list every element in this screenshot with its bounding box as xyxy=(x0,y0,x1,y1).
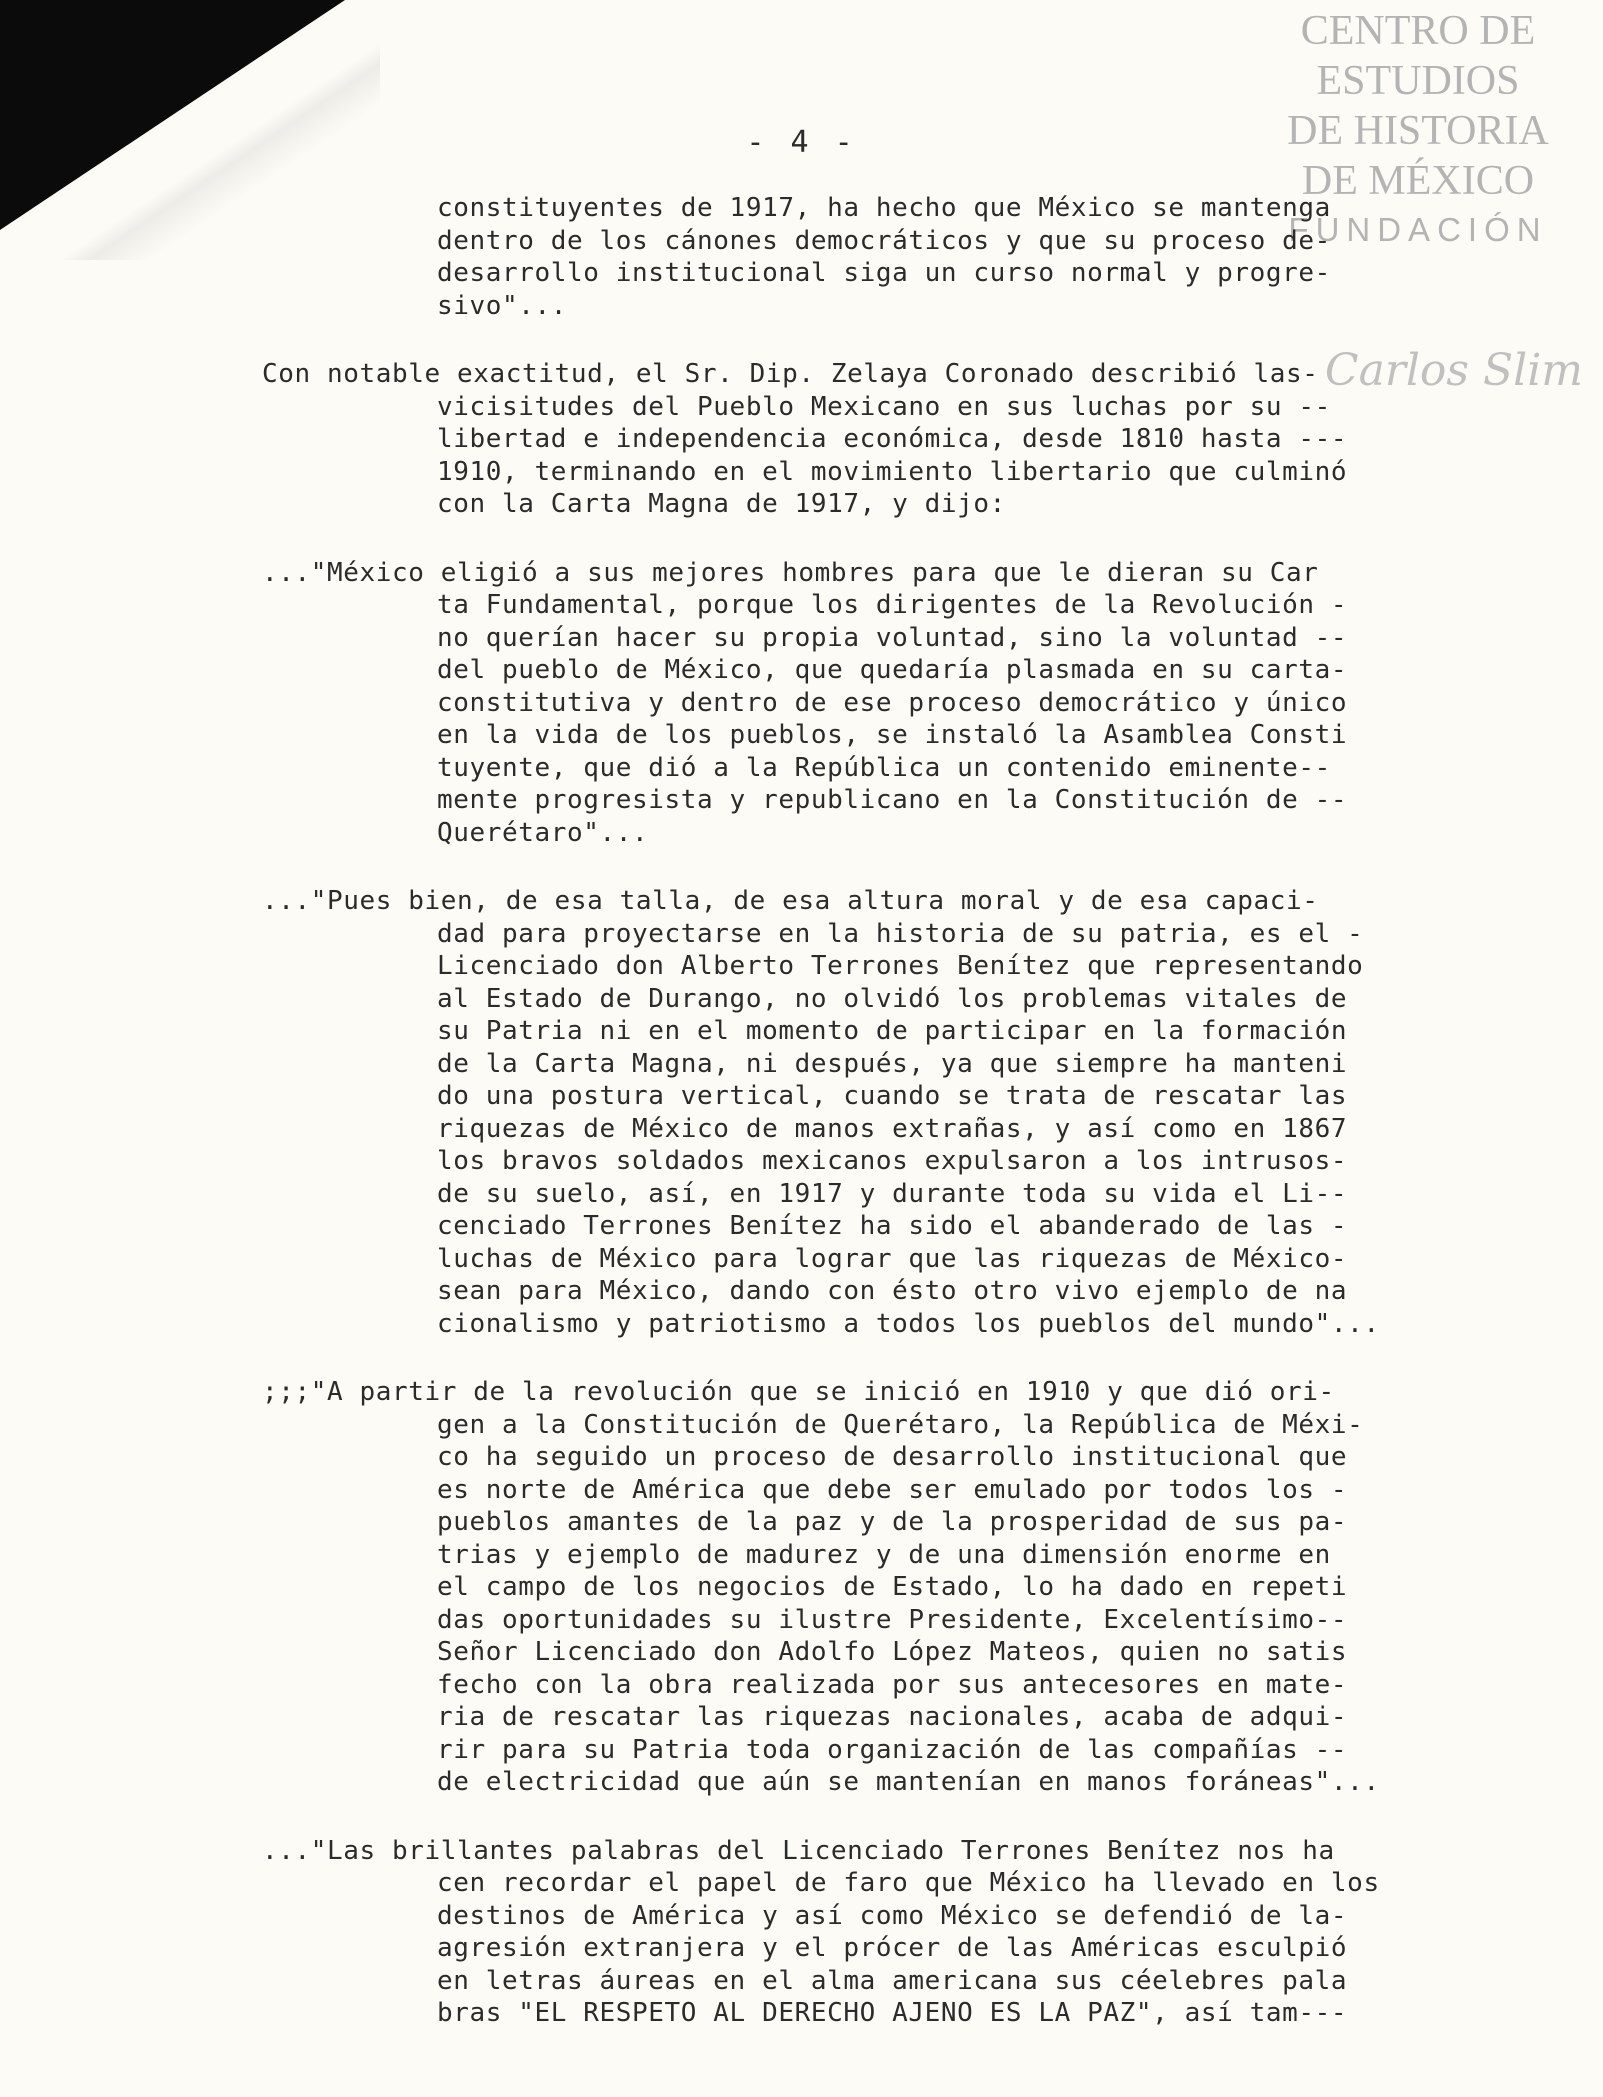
text-line: los bravos soldados mexicanos expulsaron a los intrusos- xyxy=(437,1146,1348,1176)
text-line: pueblos amantes de la paz y de la prosperidad de sus pa- xyxy=(437,1507,1348,1537)
text-line: ria de rescatar las riquezas nacionales, acaba de adqui- xyxy=(437,1702,1348,1732)
text-line: desarrollo institucional siga un curso normal y progre- xyxy=(437,258,1331,288)
text-line: luchas de México para lograr que las riquezas de México- xyxy=(437,1243,1348,1274)
text-line: en la vida de los pueblos, se instaló la Asamblea Consti xyxy=(437,720,1348,750)
text-line: ;;;"A partir de la revolución que se inició en 1910 y que dió ori- xyxy=(262,1377,1335,1407)
text-line: das oportunidades su ilustre Presidente, Excelentísimo-- xyxy=(437,1604,1348,1635)
text-line: dentro de los cánones democráticos y que su proceso de- xyxy=(437,225,1331,256)
watermark-line-3: DE HISTORIA xyxy=(1287,108,1549,154)
text-line: ta Fundamental, porque los dirigentes de la Revolución - xyxy=(437,590,1348,620)
text-line: el campo de los negocios de Estado, lo ha dado en repeti xyxy=(437,1572,1348,1602)
text-line: trias y ejemplo de madurez y de una dimensión enorme en xyxy=(437,1539,1331,1570)
text-line: no querían hacer su propia voluntad, sino la voluntad -- xyxy=(437,622,1348,653)
paragraph-2 xyxy=(262,358,1582,521)
paragraph-1 xyxy=(262,192,1582,322)
text-line: dad para proyectarse en la historia de su patria, es el - xyxy=(437,918,1364,949)
text-line: con la Carta Magna de 1917, y dijo: xyxy=(437,489,1006,519)
text-line: ..."México eligió a sus mejores hombres para que le dieran su Car xyxy=(262,557,1319,588)
text-line: ..."Las brillantes palabras del Licenciado Terrones Benítez nos ha xyxy=(262,1835,1335,1866)
watermark-line-1: CENTRO DE xyxy=(1300,8,1536,54)
text-line: Con notable exactitud, el Sr. Dip. Zelaya Coronado describió las- xyxy=(262,359,1319,389)
text-line: gen a la Constitución de Querétaro, la República de Méxi- xyxy=(437,1409,1364,1440)
text-line: al Estado de Durango, no olvidó los problemas vitales de xyxy=(437,983,1348,1014)
text-line: Querétaro"... xyxy=(437,817,649,848)
text-line: es norte de América que debe ser emulado por todos los - xyxy=(437,1474,1348,1505)
text-line: de la Carta Magna, ni después, ya que siempre ha manteni xyxy=(437,1048,1348,1079)
text-line: en letras áureas en el alma americana sus céelebres pala xyxy=(437,1965,1348,1996)
text-line: de su suelo, así, en 1917 y durante toda su vida el Li-- xyxy=(437,1178,1348,1209)
paragraph-4 xyxy=(262,885,1582,1340)
text-line: cionalismo y patriotismo a todos los pueblos del mundo"... xyxy=(437,1308,1380,1339)
text-line: riquezas de México de manos extrañas, y así como en 1867 xyxy=(437,1113,1348,1144)
text-line: destinos de América y así como México se defendió de la- xyxy=(437,1900,1348,1931)
text-line: rir para su Patria toda organización de las compañías -- xyxy=(437,1734,1348,1765)
text-line: sean para México, dando con ésto otro vivo ejemplo de na xyxy=(437,1276,1348,1306)
text-line: tuyente, que dió a la República un contenido eminente-- xyxy=(437,752,1331,783)
text-line: constitutiva y dentro de ese proceso democrático y único xyxy=(437,687,1348,718)
text-line: cenciado Terrones Benítez ha sido el abanderado de las - xyxy=(437,1211,1348,1241)
text-line: cen recordar el papel de faro que México ha llevado en los xyxy=(437,1868,1380,1898)
text-line: agresión extranjera y el prócer de las Américas esculpió xyxy=(437,1933,1348,1963)
text-line: sivo"... xyxy=(437,290,568,321)
text-line: co ha seguido un proceso de desarrollo institucional que xyxy=(437,1442,1348,1472)
paragraph-5 xyxy=(262,1376,1582,1799)
text-line: de electricidad que aún se mantenían en manos foráneas"... xyxy=(437,1767,1380,1797)
text-line: ..."Pues bien, de esa talla, de esa altura moral y de esa capaci- xyxy=(262,886,1319,916)
text-line: libertad e independencia económica, desde 1810 hasta --- xyxy=(437,424,1348,454)
text-line: del pueblo de México, que quedaría plasmada en su carta- xyxy=(437,655,1348,685)
watermark-foundation: FUNDACIÓN xyxy=(1288,211,1548,248)
paragraph-6 xyxy=(262,1835,1582,2030)
text-line: vicisitudes del Pueblo Mexicano en sus luchas por su -- xyxy=(437,391,1331,422)
watermark-line-4: DE MÉXICO xyxy=(1301,158,1535,204)
text-line: Licenciado don Alberto Terrones Benítez que representando xyxy=(437,951,1364,981)
text-line: 1910, terminando en el movimiento libertario que culminó xyxy=(437,456,1348,487)
paragraph-3 xyxy=(262,557,1582,850)
watermark-signature: Carlos Slim xyxy=(1324,345,1583,396)
document-body xyxy=(262,192,1582,2066)
text-line: bras "EL RESPETO AL DERECHO AJENO ES LA PAZ", así tam--- xyxy=(437,1998,1348,2028)
text-line: Señor Licenciado don Adolfo López Mateos, quien no satis xyxy=(437,1637,1348,1667)
page-number: - 4 - xyxy=(746,125,857,160)
watermark-line-2: ESTUDIOS xyxy=(1316,58,1520,104)
text-line: fecho con la obra realizada por sus antecesores en mate- xyxy=(437,1669,1348,1700)
text-line: do una postura vertical, cuando se trata de rescatar las xyxy=(437,1081,1348,1111)
text-line: mente progresista y republicano en la Constitución de -- xyxy=(437,785,1348,815)
text-line: su Patria ni en el momento de participar en la formación xyxy=(437,1016,1348,1046)
text-line: constituyentes de 1917, ha hecho que México se mantenga xyxy=(437,193,1331,223)
